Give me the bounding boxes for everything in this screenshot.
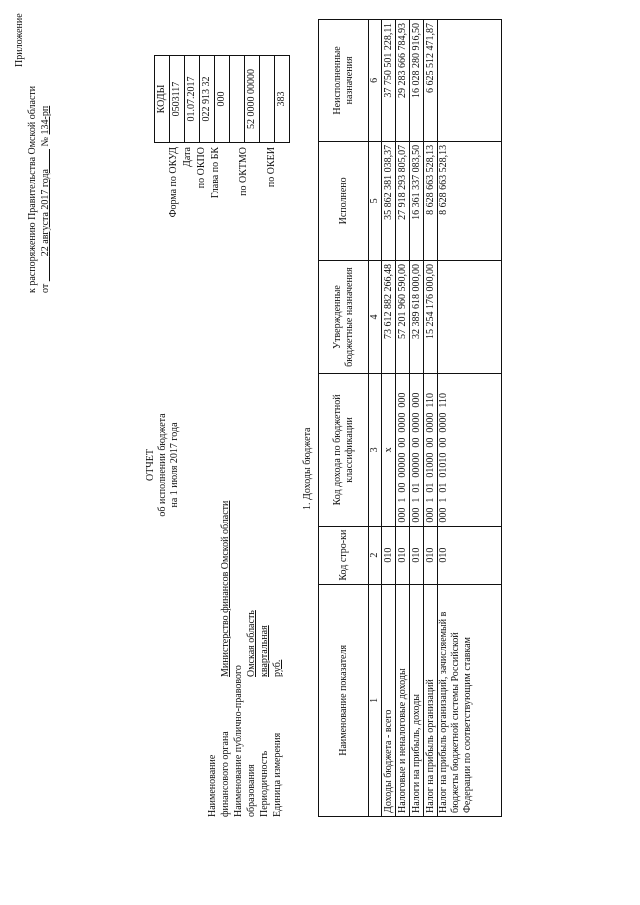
section-title: 1. Доходы бюджета <box>302 427 313 510</box>
date-label: от <box>40 283 51 293</box>
ppo-label-1: Наименование публично-правового <box>233 665 244 817</box>
row-executed: 8 628 663 528,13 <box>424 141 438 260</box>
row-line-code: 010 <box>396 526 410 584</box>
col-header-approved: Утвержденные бюджетные назначения <box>319 260 369 373</box>
code-value: 000 <box>215 56 230 143</box>
appendix-date-line <box>40 106 52 293</box>
code-label: Форма по ОКУД <box>168 147 179 218</box>
table-row <box>410 20 424 817</box>
period-value: квартальная <box>259 625 270 677</box>
code-label: по ОКТМО <box>238 147 249 196</box>
index-cell: 2 <box>369 526 382 584</box>
number-value: 134-рп <box>40 105 51 135</box>
index-cell: 6 <box>369 20 382 142</box>
report-title: ОТЧЕТ <box>145 448 156 482</box>
row-kbk: x <box>382 374 396 527</box>
row-line-code: 010 <box>410 526 424 584</box>
row-line-code: 010 <box>382 526 396 584</box>
date-value-text: 22 августа 2017 года <box>40 169 51 257</box>
row-approved <box>438 260 502 373</box>
index-cell: 1 <box>369 584 382 816</box>
row-kbk: 000 1 01 01010 00 0000 110 <box>438 374 502 527</box>
code-value: 0503117 <box>170 56 185 143</box>
col-header-line-code: Код стро-ки <box>319 526 369 584</box>
code-value: 01.07.2017 <box>185 56 200 143</box>
code-value: 022 913 32 <box>200 56 215 143</box>
table-row <box>424 20 438 817</box>
row-unexecuted: 37 750 501 228,11 <box>382 20 396 142</box>
ppo-value: Омская область <box>246 610 257 677</box>
row-kbk: 000 1 01 01000 00 0000 110 <box>424 374 438 527</box>
row-approved: 32 389 618 000,00 <box>410 260 424 373</box>
row-kbk: 000 1 01 00000 00 0000 000 <box>410 374 424 527</box>
codes-table <box>154 55 290 143</box>
number-label: № <box>40 136 51 147</box>
row-approved: 73 612 882 266,48 <box>382 260 396 373</box>
report-date: на 1 июля 2017 года <box>169 422 180 508</box>
col-header-kbk: Код дохода по бюджетной классификации <box>319 374 369 527</box>
period-label: Периодичность <box>259 750 270 817</box>
code-label: по ОКПО <box>196 147 207 189</box>
unit-label: Единица измерения <box>272 732 283 817</box>
org-label-1: Наименование <box>207 754 218 817</box>
code-label: по ОКЕИ <box>266 147 277 188</box>
row-name: Налог на прибыль организаций <box>424 584 438 816</box>
codes-header: КОДЫ <box>155 56 170 143</box>
row-unexecuted <box>438 20 502 142</box>
col-header-executed: Исполнено <box>319 141 369 260</box>
code-label: Дата <box>182 147 193 167</box>
row-unexecuted: 6 625 512 471,87 <box>424 20 438 142</box>
index-cell: 3 <box>369 374 382 527</box>
row-executed: 35 862 381 038,37 <box>382 141 396 260</box>
row-approved: 15 254 176 000,00 <box>424 260 438 373</box>
ppo-label-2: образования <box>246 764 257 817</box>
unit-value: руб. <box>272 659 283 677</box>
table-row <box>438 20 502 817</box>
code-value: 383 <box>275 56 290 143</box>
row-unexecuted: 16 028 280 916,50 <box>410 20 424 142</box>
table-row <box>382 20 396 817</box>
row-line-code: 010 <box>438 526 502 584</box>
appendix-line: к распоряжению Правительства Омской области <box>27 85 38 293</box>
row-executed: 8 628 663 528,13 <box>438 141 502 260</box>
row-approved: 57 201 960 590,00 <box>396 260 410 373</box>
row-name: Налоговые и неналоговые доходы <box>396 584 410 816</box>
row-unexecuted: 29 283 666 784,93 <box>396 20 410 142</box>
row-executed: 27 918 293 805,07 <box>396 141 410 260</box>
row-line-code: 010 <box>424 526 438 584</box>
income-table <box>318 19 502 817</box>
row-name: Доходы бюджета - всего <box>382 584 396 816</box>
col-header-name: Наименование показателя <box>319 584 369 816</box>
row-name: Налог на прибыль организаций, зачисляемый в бюджеты бюджетной системы Российской Федерации по соответствующим ставкам <box>438 584 502 816</box>
col-header-unexecuted: Неисполненные назначения <box>319 20 369 142</box>
appendix-title: Приложение <box>14 13 25 67</box>
codes-labels <box>154 147 280 265</box>
code-value: 52 0000 00000 <box>245 56 260 143</box>
index-cell: 4 <box>369 260 382 373</box>
org-label-2: финансового органа <box>220 731 231 817</box>
code-label: Глава по БК <box>210 147 221 199</box>
index-cell: 5 <box>369 141 382 260</box>
row-kbk: 000 1 00 00000 00 0000 000 <box>396 374 410 527</box>
date-value <box>40 149 51 281</box>
row-name: Налоги на прибыль, доходы <box>410 584 424 816</box>
row-executed: 16 361 337 083,50 <box>410 141 424 260</box>
report-subtitle: об исполнении бюджета <box>157 413 168 517</box>
table-row <box>396 20 410 817</box>
org-value: Министерство финансов Омской области <box>220 500 231 677</box>
